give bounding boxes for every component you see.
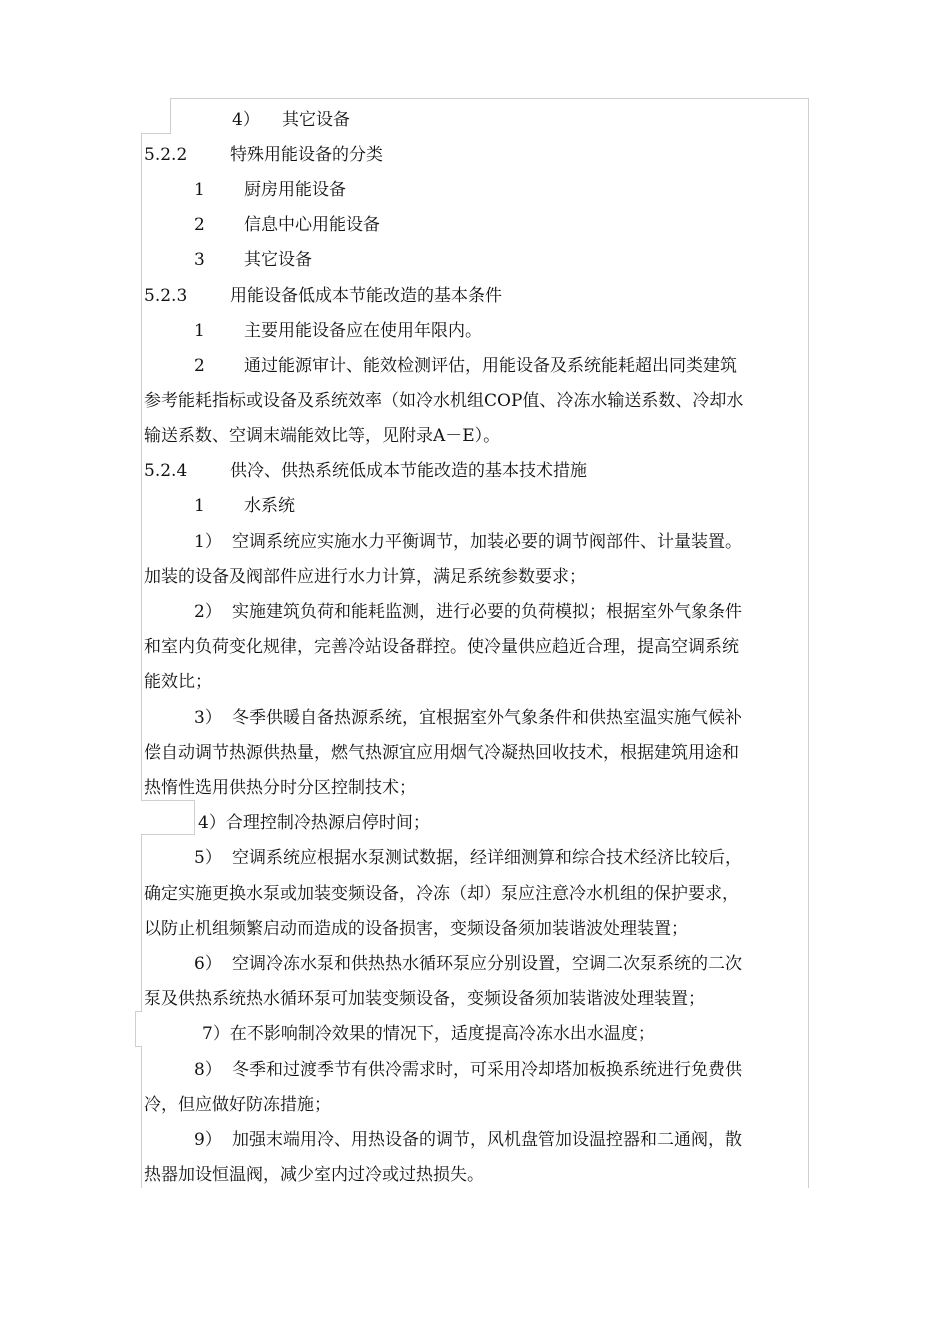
border-left-5 <box>135 1011 136 1047</box>
section-number: 5.2.2 <box>144 145 188 165</box>
item-number: 9） <box>194 1130 222 1150</box>
border-left-1 <box>170 98 171 134</box>
text-line: 热惰性选用供热分时分区控制技术； <box>144 778 416 798</box>
item-number: 1 <box>194 496 205 516</box>
section-number: 5.2.3 <box>144 286 188 306</box>
text-line: 8） 冬季和过渡季节有供冷需求时，可采用冷却塔加板换系统进行免费供 <box>194 1060 742 1080</box>
text-line: 1） 空调系统应实施水力平衡调节，加装必要的调节阀部件、计量装置。 <box>194 532 742 552</box>
text-line: 热器加设恒温阀，减少室内过冷或过热损失。 <box>144 1165 484 1185</box>
item-number: 1） <box>194 532 222 552</box>
text-line: 9） 加强末端用冷、用热设备的调节，风机盘管加设温控器和二通阀，散 <box>194 1130 742 1150</box>
section-heading: 5.2.3 用能设备低成本节能改造的基本条件 <box>144 286 502 306</box>
section-heading: 5.2.4 供冷、供热系统低成本节能改造的基本技术措施 <box>144 461 587 481</box>
border-step-3 <box>141 834 195 835</box>
item-number: 2 <box>194 215 205 235</box>
text-line: 4） 其它设备 <box>232 110 350 130</box>
border-left-6 <box>141 1046 142 1188</box>
text-line: 输送系数、空调末端能效比等，见附录A－E）。 <box>144 426 501 446</box>
border-step-2 <box>141 800 194 801</box>
text-line: 5） 空调系统应根据水泵测试数据，经详细测算和综合技术经济比较后， <box>194 848 742 868</box>
text-line: 冷，但应做好防冻措施； <box>144 1095 331 1115</box>
item-number: 3 <box>194 250 205 270</box>
item-number: 1 <box>194 180 205 200</box>
item-number: 2） <box>194 602 222 622</box>
section-number: 5.2.4 <box>144 461 188 481</box>
text-line: 3 其它设备 <box>194 250 312 270</box>
text-line: 确定实施更换水泵或加装变频设备，冷冻（却）泵应注意冷水机组的保护要求， <box>144 884 739 904</box>
item-number: 2 <box>194 356 205 376</box>
text-line: 2 信息中心用能设备 <box>194 215 380 235</box>
text-line: 和室内负荷变化规律，完善冷站设备群控。使冷量供应趋近合理，提高空调系统 <box>144 637 739 657</box>
text-line: 2 通过能源审计、能效检测评估，用能设备及系统能耗超出同类建筑 <box>194 356 737 376</box>
item-number: 3） <box>194 708 222 728</box>
text-line: 加装的设备及阀部件应进行水力计算，满足系统参数要求； <box>144 567 586 587</box>
border-step-4 <box>135 1011 142 1012</box>
text-line: 3） 冬季供暖自备热源系统，宜根据室外气象条件和供热室温实施气候补 <box>194 708 742 728</box>
item-number: 4） <box>232 110 260 130</box>
text-line: 2） 实施建筑负荷和能耗监测，进行必要的负荷模拟；根据室外气象条件 <box>194 602 742 622</box>
border-top <box>170 98 809 99</box>
text-line: 1 水系统 <box>194 496 295 516</box>
text-line: 4）合理控制冷热源启停时间； <box>198 813 430 833</box>
text-line: 泵及供热系统热水循环泵可加装变频设备，变频设备须加装谐波处理装置； <box>144 989 705 1009</box>
text-line: 偿自动调节热源供热量，燃气热源宜应用烟气冷凝热回收技术，根据建筑用途和 <box>144 743 739 763</box>
border-left-4 <box>141 834 142 1012</box>
item-number: 5） <box>194 848 222 868</box>
border-left-2 <box>141 133 142 801</box>
text-line: 7）在不影响制冷效果的情况下，适度提高冷冻水出水温度； <box>202 1024 655 1044</box>
text-line: 以防止机组频繁启动而造成的设备损害，变频设备须加装谐波处理装置； <box>144 919 688 939</box>
section-heading: 5.2.2 特殊用能设备的分类 <box>144 145 383 165</box>
text-line: 1 主要用能设备应在使用年限内。 <box>194 321 482 341</box>
item-number: 8） <box>194 1060 222 1080</box>
text-line: 能效比； <box>144 672 212 692</box>
border-right <box>808 98 809 1188</box>
item-number: 6） <box>194 954 222 974</box>
text-line: 1 厨房用能设备 <box>194 180 346 200</box>
text-line: 6） 空调冷冻水泵和供热热水循环泵应分别设置，空调二次泵系统的二次 <box>194 954 742 974</box>
border-step-1 <box>141 133 171 134</box>
item-number: 1 <box>194 321 205 341</box>
border-left-3 <box>194 800 195 835</box>
text-line: 参考能耗指标或设备及系统效率（如冷水机组COP值、冷冻水输送系数、冷却水 <box>144 391 744 411</box>
